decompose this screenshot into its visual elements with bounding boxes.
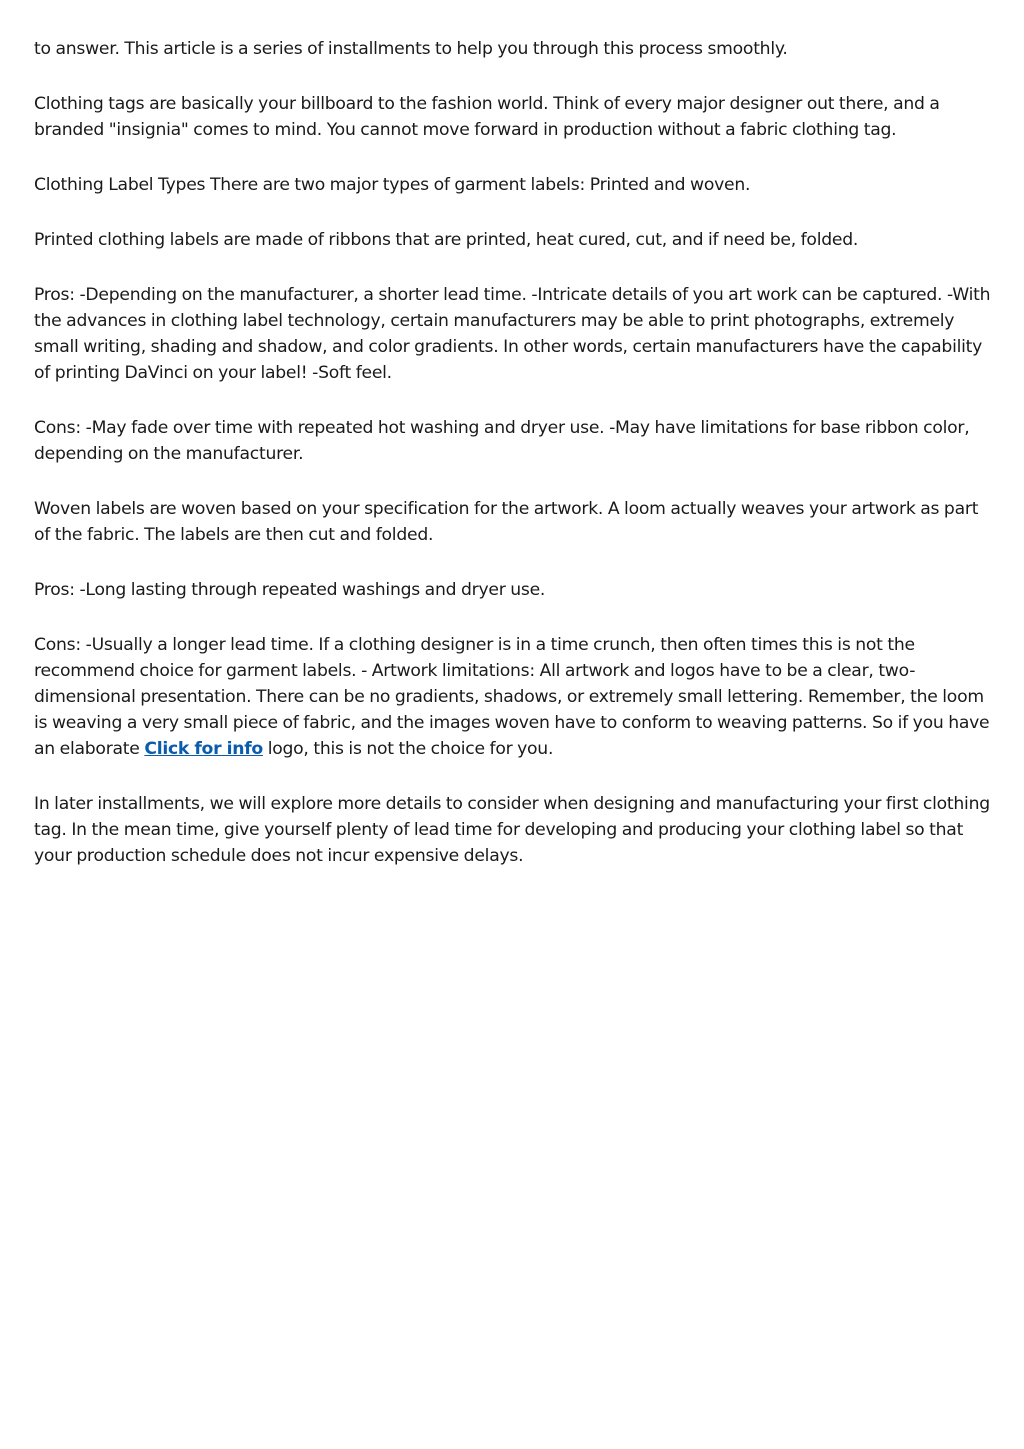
paragraph-woven-labels: Woven labels are woven based on your specification for the artwork. A loom actually weaves your artwork as part of the fabric. The labels are then cut and folded. xyxy=(34,499,979,545)
paragraph-later-installments: In later installments, we will explore more details to consider when designing and manufacturing your first clothing tag. In the mean time, give yourself plenty of lead time for developing and producing your clothing label so that your production schedule does not incur expensive delays. xyxy=(34,794,990,866)
paragraph-intro: to answer. This article is a series of installments to help you through this process smoothly. xyxy=(34,39,788,59)
woven-cons-text-before: Cons: -Usually a longer lead time. If a clothing designer is in a time crunch, then often times this is not the recommend choice for garment labels. - Artwork limitations: All artwork and logos have to be a clear, two-dimensional presentation. There can be no gradients, shadows, or extremely small lettering. Remember, the loom is weaving a very small piece of fabric, and the images woven have to conform to weaving patterns. So if you have an elaborate xyxy=(34,635,990,759)
paragraph-printed-cons: Cons: -May fade over time with repeated hot washing and dryer use. -May have limitations for base ribbon color, depending on the manufacturer. xyxy=(34,418,970,464)
article-body xyxy=(34,36,992,898)
click-for-info-link[interactable]: Click for info xyxy=(144,739,263,759)
woven-cons-text-after: logo, this is not the choice for you. xyxy=(263,739,554,759)
paragraph-label-types: Clothing Label Types There are two major types of garment labels: Printed and woven. xyxy=(34,175,751,195)
paragraph-clothing-tags: Clothing tags are basically your billboard to the fashion world. Think of every major designer out there, and a branded "insignia" comes to mind. You cannot move forward in production without a fabric clothing tag. xyxy=(34,94,940,140)
paragraph-printed-pros: Pros: -Depending on the manufacturer, a shorter lead time. -Intricate details of you art work can be captured. -With the advances in clothing label technology, certain manufacturers may be able to print photographs, extremely small writing, shading and shadow, and color gradients. In other words, certain manufacturers have the capability of printing DaVinci on your label! -Soft feel. xyxy=(34,285,991,383)
paragraph-woven-cons xyxy=(34,632,992,762)
paragraph-printed-labels: Printed clothing labels are made of ribbons that are printed, heat cured, cut, and if need be, folded. xyxy=(34,230,859,250)
paragraph-woven-pros: Pros: -Long lasting through repeated washings and dryer use. xyxy=(34,580,546,600)
